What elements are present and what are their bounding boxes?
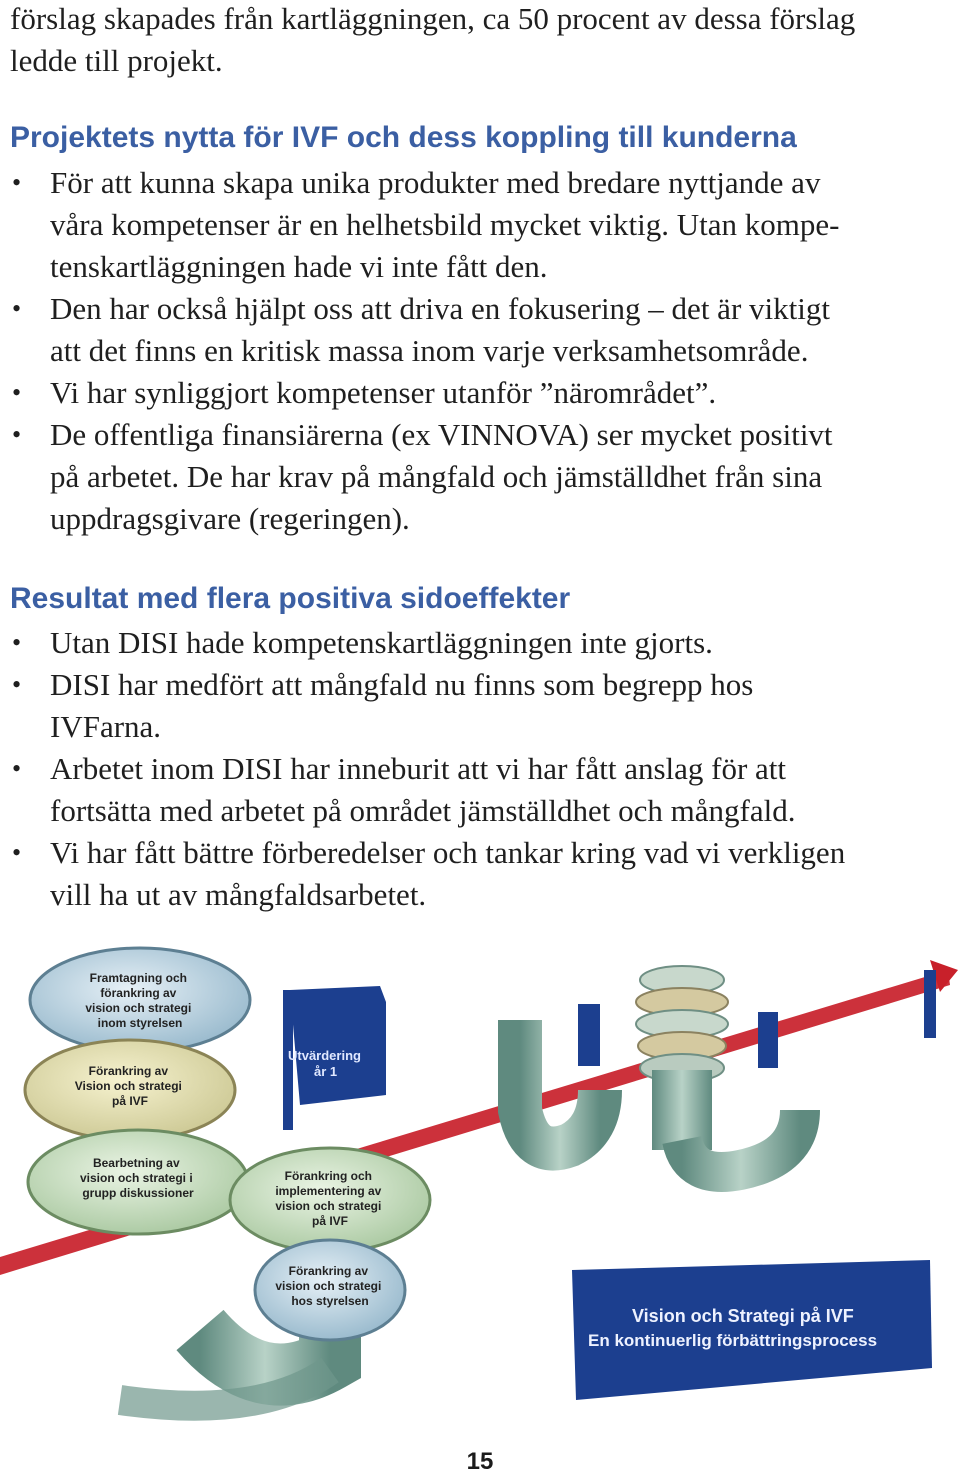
- s1-b4-line-3: uppdragsgivare (regeringen).: [50, 501, 410, 536]
- flag-utvardering: [290, 986, 386, 1105]
- ellipse-3-text: Bearbetning av vision och strategi i grupp diskussioner: [79, 1156, 194, 1200]
- s2-b3-line-2: fortsätta med arbetet på området jämställdhet och mångfald.: [50, 793, 796, 828]
- ellipse-5-text: Förankring av vision och strategi hos styrelsen: [275, 1264, 382, 1308]
- s2-b2-line-1: DISI har medfört att mångfald nu finns som begrepp hos: [50, 667, 754, 702]
- s2-b4-line-1: Vi har fått bättre förberedelser och tankar kring vad vi verkligen: [50, 835, 846, 870]
- ellipse-4-text: Förankring och implementering av vision och strategi på IVF: [275, 1169, 382, 1228]
- bullet: •: [12, 670, 22, 699]
- banner-title: Vision och Strategi på IVF: [632, 1306, 854, 1326]
- bullet: •: [12, 294, 22, 323]
- page-number: 15: [466, 1448, 494, 1475]
- section-heading-ivf-benefit: Projektets nytta för IVF och dess koppling till kunderna: [10, 121, 797, 154]
- flag-label-line-2: år 1: [314, 1064, 338, 1079]
- ellipse-2-text: Förankring av Vision och strategi på IVF: [74, 1064, 182, 1108]
- s2-b2-line-2: IVFarna.: [50, 709, 162, 744]
- intro-line-1: förslag skapades från kartläggningen, ca 50 procent av dessa förslag: [10, 1, 856, 36]
- s2-b4-line-2: vill ha ut av mångfaldsarbetet.: [50, 877, 427, 912]
- s2-b1-line-1: Utan DISI hade kompetenskartläggningen inte gjorts.: [50, 625, 713, 660]
- flag-label-line-1: Utvärdering: [288, 1048, 361, 1063]
- ellipse-1-text: Framtagning och förankring av vision och strategi inom styrelsen: [85, 971, 192, 1030]
- bullet: •: [12, 754, 22, 783]
- bullet: •: [12, 838, 22, 867]
- s2-b3-line-1: Arbetet inom DISI har inneburit att vi har fått anslag för att: [50, 751, 787, 786]
- disc-stack: [636, 966, 800, 1172]
- s1-b2-line-2: att det finns en kritisk massa inom varje verksamhetsområde.: [50, 333, 809, 368]
- flag-small-2: [758, 1012, 778, 1068]
- intro-line-2: ledde till projekt.: [10, 43, 223, 78]
- bullet: •: [12, 420, 22, 449]
- bullet: •: [12, 628, 22, 657]
- s1-b1-line-1: För att kunna skapa unika produkter med bredare nyttjande av: [50, 165, 821, 200]
- s1-b1-line-2: våra kompetenser är en helhetsbild mycket viktig. Utan kompe-: [50, 207, 840, 242]
- vision-banner: [572, 1260, 932, 1400]
- s1-b1-line-3: tenskartläggningen hade vi inte fått den.: [50, 249, 548, 284]
- vision-strategy-process-diagram: [0, 930, 960, 1430]
- section-heading-results: Resultat med flera positiva sidoeffekter: [10, 582, 571, 615]
- flag-small-3: [924, 970, 936, 1038]
- bullet: •: [12, 378, 22, 407]
- s1-b3-line-1: Vi har synliggjort kompetenser utanför ”närområdet”.: [50, 375, 717, 410]
- bullet: •: [12, 168, 22, 197]
- s1-b2-line-1: Den har också hjälpt oss att driva en fokusering – det är viktigt: [50, 291, 830, 326]
- flag-small-1: [578, 1004, 600, 1066]
- s1-b4-line-1: De offentliga finansiärerna (ex VINNOVA) ser mycket positivt: [50, 417, 833, 452]
- s1-b4-line-2: på arbetet. De har krav på mångfald och jämställdhet från sina: [50, 459, 823, 494]
- banner-subtitle: En kontinuerlig förbättringsprocess: [588, 1331, 878, 1350]
